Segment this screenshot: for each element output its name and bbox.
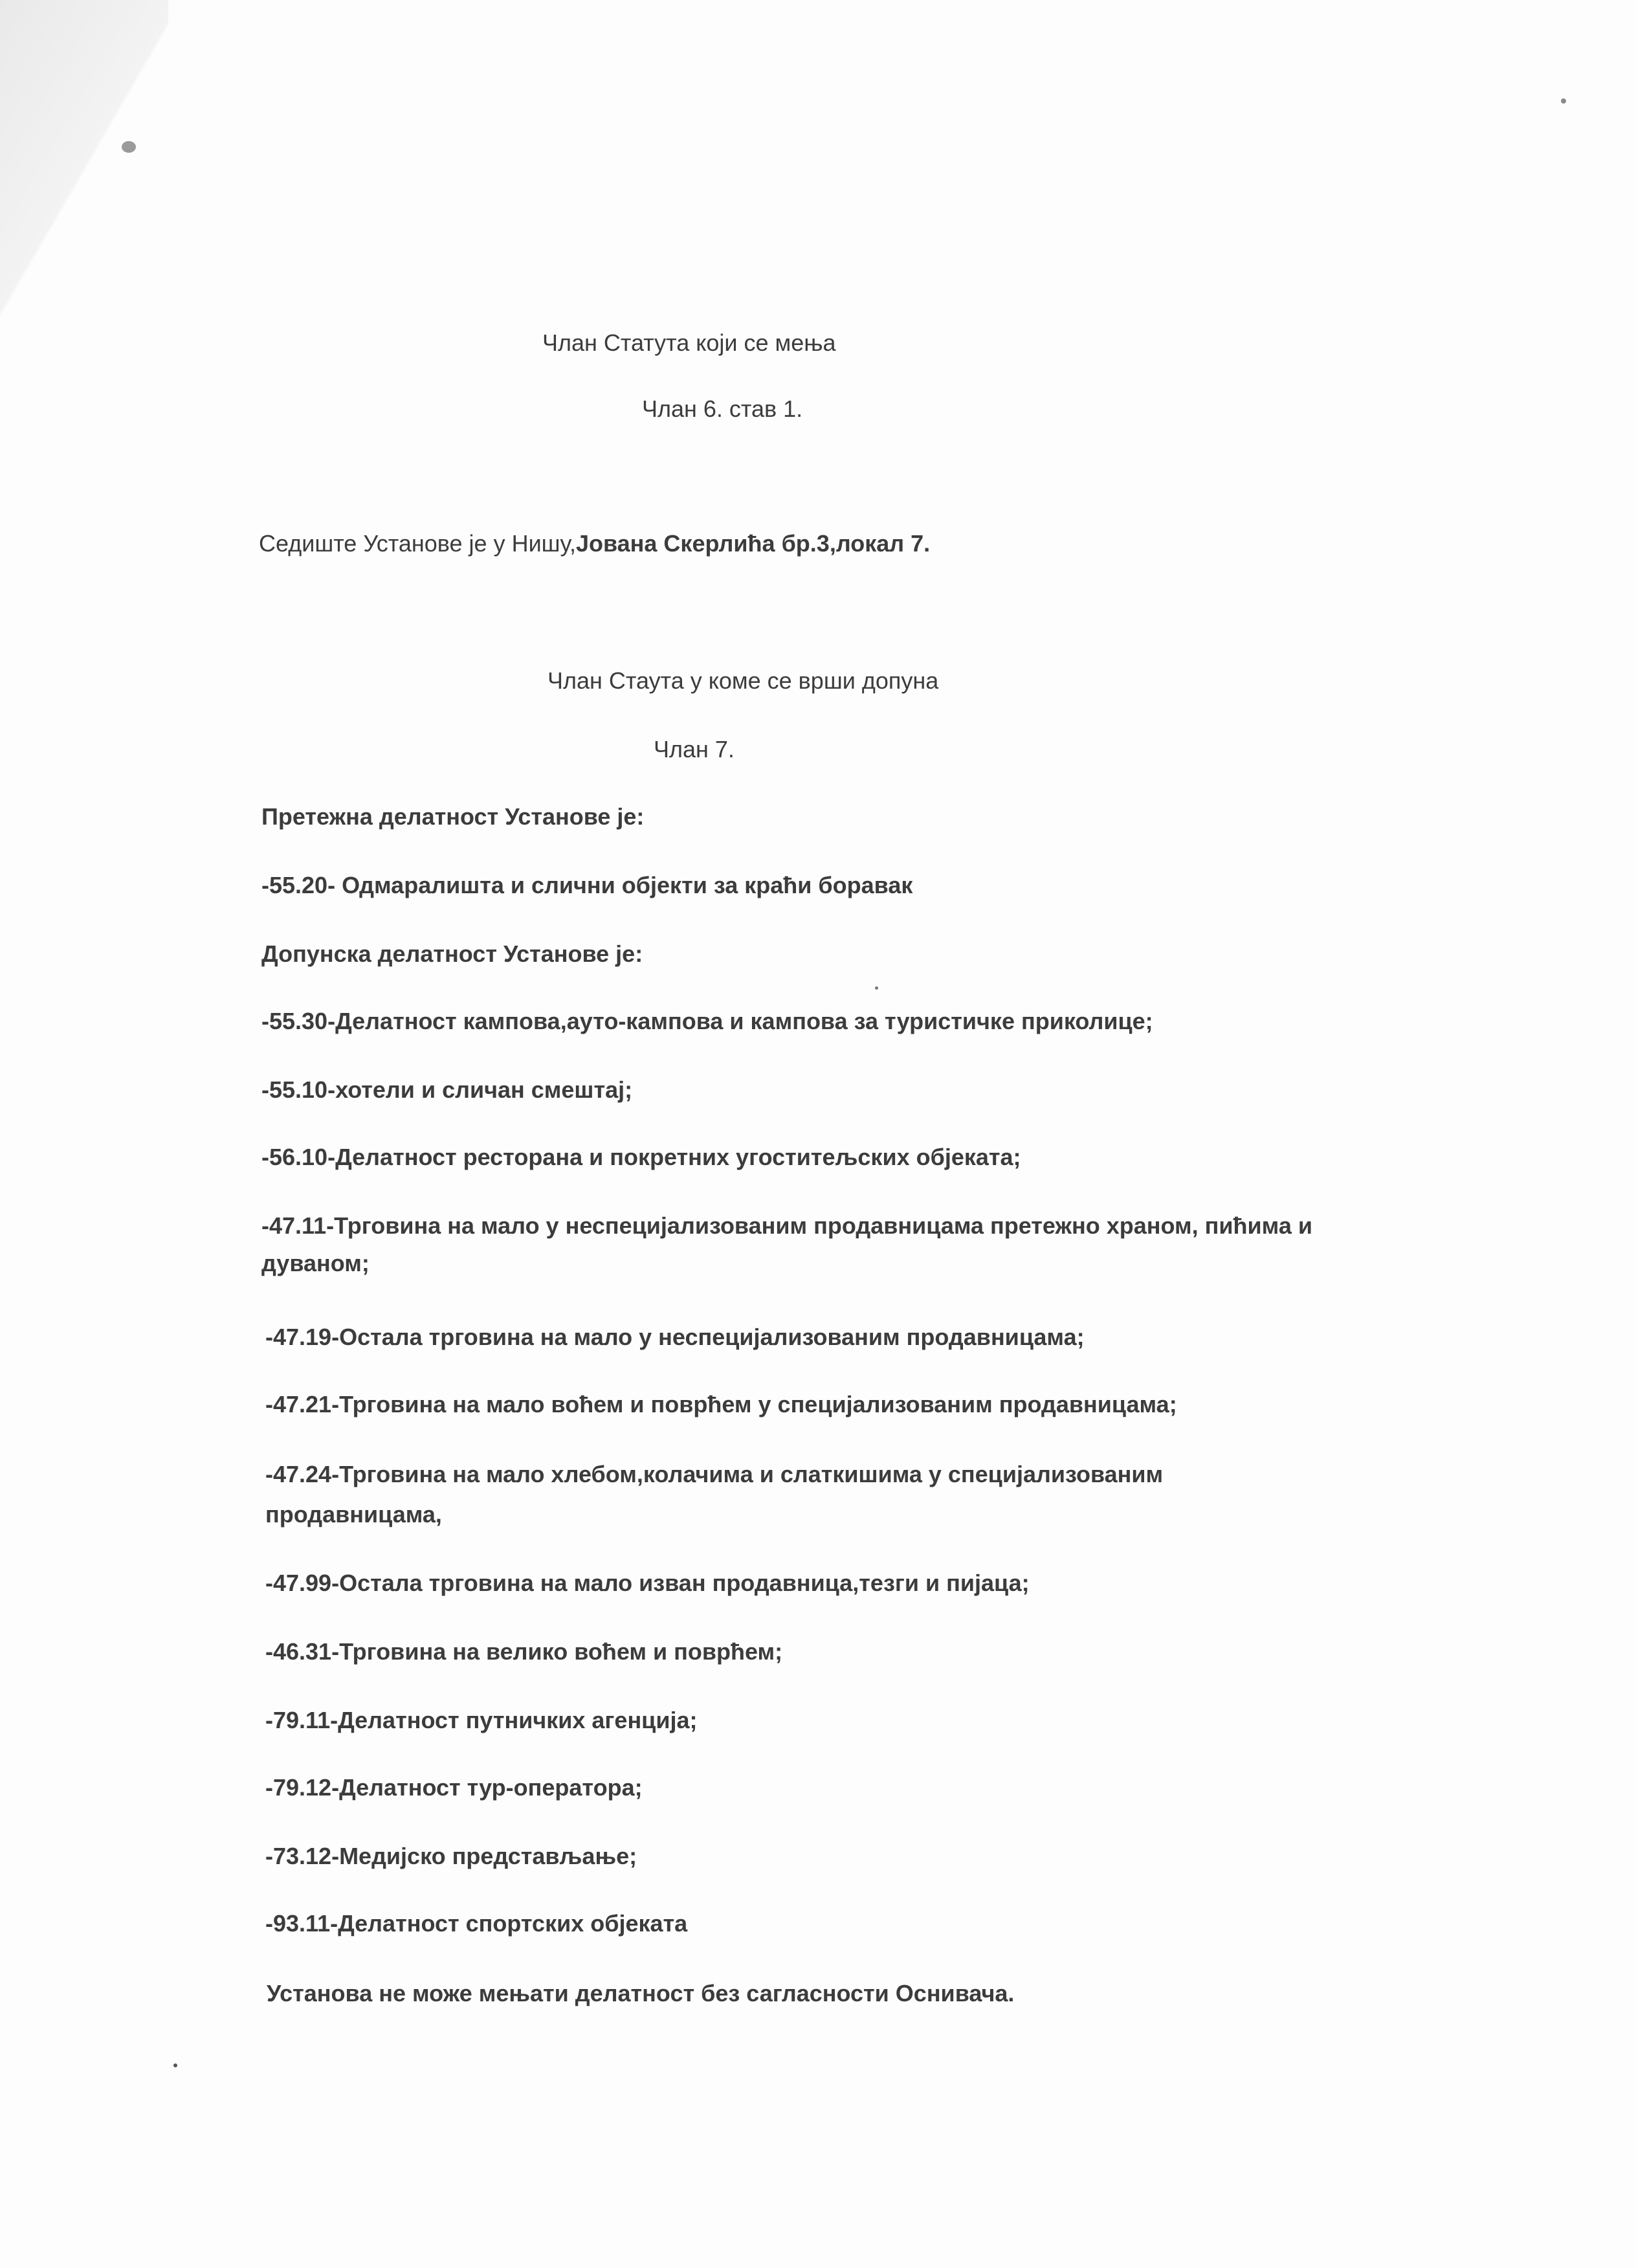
heading-supplemented-article: Члан Стаута у коме се врши допуна	[547, 667, 939, 694]
activity-item: -47.19-Остала трговина на мало у неспецијализованим продавницама;	[265, 1324, 1085, 1350]
activity-item-continued: продавницама,	[265, 1501, 442, 1528]
seat-prefix: Седиште Установе је у Нишу,	[259, 530, 576, 557]
activity-item: -47.21-Трговина на мало воћем и поврћем у специјализованим продавницама;	[265, 1391, 1177, 1418]
scan-speck	[173, 2063, 177, 2067]
activity-item: -47.24-Трговина на мало хлебом,колачима и слаткишима у специјализованим	[265, 1461, 1164, 1487]
main-activity-label: Претежна делатност Установе је:	[261, 803, 645, 830]
activity-item: -93.11-Делатност спортских објеката	[265, 1910, 688, 1937]
activity-item: -47.11-Трговина на мало у неспецијализованим продавницама претежно храном, пићима и	[261, 1212, 1312, 1239]
seat-address: Јована Скерлића бр.3,локал 7.	[575, 530, 931, 557]
staple-mark	[122, 141, 136, 153]
scan-speck	[875, 986, 878, 990]
scan-speck	[1561, 98, 1566, 104]
main-activity-item: -55.20- Одмаралишта и слични објекти за краћи боравак	[261, 872, 913, 898]
activity-item: -79.12-Делатност тур-оператора;	[265, 1774, 643, 1801]
activity-item: -55.10-хотели и сличан смештај;	[261, 1076, 633, 1103]
heading-article-6: Члан 6. став 1.	[642, 395, 803, 422]
activity-item: -47.99-Остала трговина на мало изван продавница,тезги и пијаца;	[265, 1570, 1030, 1596]
closing-statement: Установа не може мењати делатност без сагласности Оснивача.	[267, 1980, 1015, 2007]
activity-item-continued: дуваном;	[261, 1250, 370, 1276]
activity-item: -46.31-Трговина на велико воћем и поврћем;	[265, 1638, 783, 1665]
activity-item: -73.12-Медијско представљање;	[265, 1843, 637, 1869]
heading-article-7: Члан 7.	[654, 736, 735, 762]
activity-item: -79.11-Делатност путничких агенција;	[265, 1707, 698, 1733]
page-fold-shadow	[0, 0, 168, 401]
activity-item: -55.30-Делатност кампова,ауто-кампова и кампова за туристичке приколице;	[261, 1008, 1153, 1034]
activity-item: -56.10-Делатност ресторана и покретних угоститељских објеката;	[261, 1144, 1021, 1170]
seat-paragraph	[259, 529, 930, 558]
heading-amended-article: Члан Статута који се мења	[542, 329, 836, 356]
additional-activity-label: Допунска делатност Установе је:	[261, 940, 643, 967]
